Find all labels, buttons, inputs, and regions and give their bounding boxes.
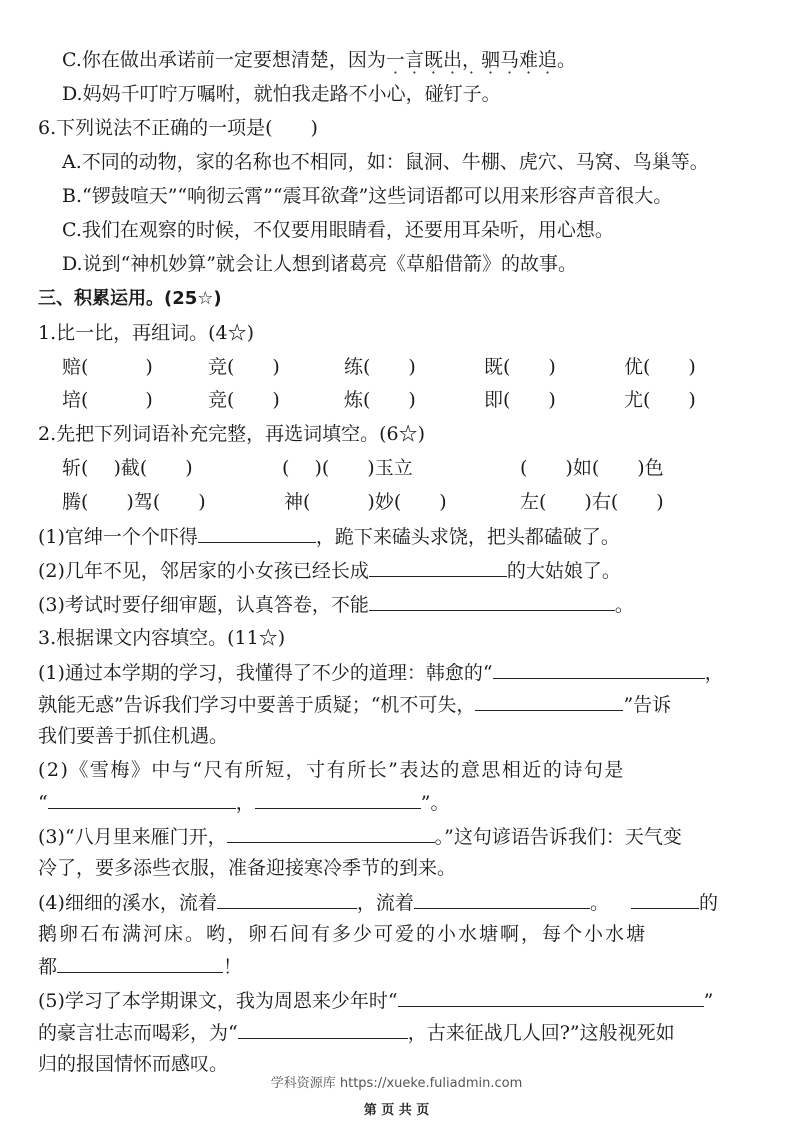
sentence-text: ， bbox=[235, 792, 255, 814]
q3-part5-line2 bbox=[38, 1021, 675, 1044]
sentence-text: (1)官绅一个个吓得 bbox=[38, 526, 198, 548]
answer-blank[interactable] bbox=[398, 989, 704, 1007]
dot-char: ， · bbox=[462, 49, 481, 71]
q3-part2-line1: (2)《雪梅》中与“尺有所短，寸有所长”表达的意思相近的诗句是 bbox=[38, 759, 625, 781]
idiom-cell: 斩( )截( ) bbox=[62, 457, 193, 479]
dot-char: 追 bbox=[538, 49, 558, 71]
q2-title: 2.先把下列词语补充完整，再选词填空。(6☆) bbox=[38, 423, 426, 445]
answer-blank[interactable] bbox=[255, 791, 421, 809]
sentence-text: (3)考试时要仔细审题，认真答卷，不能 bbox=[38, 594, 369, 616]
q3-part5-line3: 归的报国情怀而感叹。 bbox=[38, 1053, 229, 1075]
q6-option-a: A.不同的动物，家的名称也不相同，如：鼠洞、牛棚、虎穴、马窝、鸟巢等。 bbox=[62, 151, 709, 173]
dot-char: 马 bbox=[500, 49, 520, 71]
q3-part4-line1 bbox=[38, 891, 718, 914]
answer-blank[interactable] bbox=[369, 559, 507, 577]
q2-sentence-2 bbox=[38, 559, 621, 582]
q6-title: 6.下列说法不正确的一项是( ) bbox=[38, 117, 318, 139]
answer-blank[interactable] bbox=[238, 1021, 408, 1039]
page-number: 第 页 共 页 bbox=[363, 1103, 430, 1118]
word-cell: 炼( ) bbox=[344, 389, 416, 411]
q3-title: 3.根据课文内容填空。(11☆) bbox=[38, 627, 286, 649]
dot-char: 一 bbox=[385, 49, 405, 71]
answer-blank[interactable] bbox=[475, 693, 623, 711]
answer-blank[interactable] bbox=[631, 891, 699, 909]
dot-char: 既 bbox=[423, 49, 443, 71]
answer-blank[interactable] bbox=[198, 525, 316, 543]
word-cell: 培( ) bbox=[62, 389, 153, 411]
q3-part1-line3: 我们要善于抓住机遇。 bbox=[38, 725, 229, 747]
answer-blank[interactable] bbox=[414, 891, 590, 909]
option-c-end: 。 bbox=[557, 49, 577, 71]
sentence-text: ！ bbox=[223, 956, 243, 978]
q3-part4-line3 bbox=[38, 955, 242, 978]
word-cell: 既( ) bbox=[484, 356, 556, 378]
q5-option-c bbox=[62, 49, 576, 71]
q6-option-c: C.我们在观察的时候，不仅要用眼睛看，还要用耳朵听，用心想。 bbox=[62, 219, 614, 241]
idiom-cell: 神( )妙( ) bbox=[284, 491, 447, 513]
sentence-text: ，跪下来磕头求饶，把头都磕破了。 bbox=[315, 526, 620, 548]
sentence-text: 。 bbox=[589, 892, 609, 914]
sentence-text: ” bbox=[703, 990, 714, 1012]
word-cell: 赔( ) bbox=[62, 356, 153, 378]
q5-option-d: D.妈妈千叮咛万嘱咐，就怕我走路不小心，碰钉子。 bbox=[62, 83, 501, 105]
q2-sentence-1 bbox=[38, 525, 620, 548]
dot-char: 驷 bbox=[480, 49, 500, 71]
sentence-text: ”。 bbox=[420, 792, 450, 814]
q3-part1-line2 bbox=[38, 693, 671, 716]
sentence-text: (3)“八月里来雁门开， bbox=[38, 826, 227, 848]
q6-option-d: D.说到“神机妙算”就会让人想到诸葛亮《草船借箭》的故事。 bbox=[62, 253, 578, 275]
sentence-text: “ bbox=[38, 792, 48, 814]
source-watermark: 学科资源库 https://xueke.fuliadmin.com bbox=[270, 1076, 523, 1091]
q3-part1-line1 bbox=[38, 661, 724, 684]
q1-title: 1.比一比，再组词。(4☆) bbox=[38, 322, 255, 344]
dot-char: 言 bbox=[404, 49, 424, 71]
q3-part5-line1 bbox=[38, 989, 713, 1012]
sentence-text: (1)通过本学期的学习，我懂得了不少的道理：韩愈的“ bbox=[38, 662, 493, 684]
q3-part4-line2: 鹅卵石布满河床。哟，卵石间有多少可爱的小水塘啊，每个小水塘 bbox=[38, 923, 648, 945]
sentence-text: (2)几年不见，邻居家的小女孩已经长成 bbox=[38, 560, 369, 582]
idiom-cell: 腾( )驾( ) bbox=[62, 491, 206, 513]
q3-part3-line1 bbox=[38, 825, 682, 848]
answer-blank[interactable] bbox=[217, 891, 357, 909]
q6-option-b: B.“锣鼓喧天”“响彻云霄”“震耳欲聋”这些词语都可以用来形容声音很大。 bbox=[62, 185, 673, 207]
sentence-text: 的豪言壮志而喝彩，为“ bbox=[38, 1022, 238, 1044]
dot-char: 出 bbox=[442, 49, 462, 71]
idiom-cell: ( )( )玉立 bbox=[282, 457, 413, 479]
sentence-text: ， bbox=[704, 662, 724, 684]
answer-blank[interactable] bbox=[369, 593, 615, 611]
sentence-text: ”告诉 bbox=[623, 694, 672, 716]
word-cell: 即( ) bbox=[484, 389, 556, 411]
sentence-text: 的大姑娘了。 bbox=[506, 560, 621, 582]
word-cell: 竞( ) bbox=[208, 389, 280, 411]
idiom-cell: 左( )右( ) bbox=[520, 491, 664, 513]
sentence-text: 。 bbox=[614, 594, 634, 616]
sentence-text: 的 bbox=[698, 892, 718, 914]
q3-part2-line2 bbox=[38, 791, 449, 814]
section-title: 三、积累运用。(25☆) bbox=[38, 288, 222, 309]
answer-blank[interactable] bbox=[493, 661, 705, 679]
word-cell: 练( ) bbox=[344, 356, 416, 378]
answer-blank[interactable] bbox=[48, 791, 236, 809]
q3-part3-line2: 冷了，要多添些衣服，准备迎接寒冷季节的到来。 bbox=[38, 857, 457, 879]
dot-char: 难 bbox=[519, 49, 539, 71]
word-cell: 尤( ) bbox=[624, 389, 696, 411]
option-c-text: C.你在做出承诺前一定要想清楚，因为 bbox=[62, 49, 386, 71]
sentence-text: (4)细细的溪水，流着 bbox=[38, 892, 217, 914]
word-cell: 竞( ) bbox=[208, 356, 280, 378]
sentence-text: 都 bbox=[38, 956, 58, 978]
answer-blank[interactable] bbox=[227, 825, 435, 843]
word-cell: 优( ) bbox=[624, 356, 696, 378]
answer-blank[interactable] bbox=[57, 955, 223, 973]
sentence-text: (5)学习了本学期课文，我为周恩来少年时“ bbox=[38, 990, 398, 1012]
sentence-text: ，流着 bbox=[356, 892, 414, 914]
sentence-text: ，古来征战几人回?”这般视死如 bbox=[407, 1022, 675, 1044]
sentence-text: 孰能无惑”告诉我们学习中要善于质疑；“机不可失， bbox=[38, 694, 476, 716]
sentence-text: 。”这句谚语告诉我们：天气变 bbox=[434, 826, 682, 848]
q2-sentence-3 bbox=[38, 593, 634, 616]
idiom-cell: ( )如( )色 bbox=[520, 457, 664, 479]
